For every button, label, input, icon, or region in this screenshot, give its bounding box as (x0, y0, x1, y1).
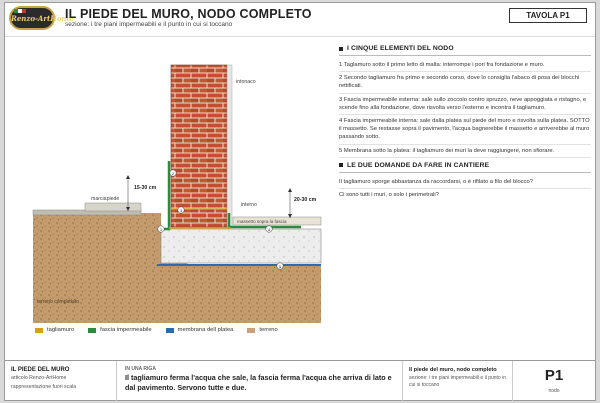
page-title: IL PIEDE DEL MURO, NODO COMPLETO (65, 7, 312, 21)
footer-col-article: IL PIEDE DEL MURO articolo Renzo-ArtHome rappresentazione fuori scala (5, 361, 117, 402)
marker-2 (170, 170, 176, 176)
footer-col-summary: IN UNA RIGA Il tagliamuro ferma l'acqua che sale, la fascia ferma l'acqua che arriva di lato e dal pavimento. Servono tutte e due. (117, 361, 403, 402)
label-dim-right: 20-30 cm (294, 197, 317, 203)
svg-text:2: 2 (171, 171, 175, 176)
section-title-questions: LE DUE DOMANDE DA FARE IN CANTIERE (339, 162, 591, 169)
svg-text:1: 1 (159, 227, 163, 232)
marker-3 (178, 207, 184, 213)
page-subtitle: sezione: i tre piani impermeabili e il punto in cui si toccano (65, 21, 233, 28)
list-item: 2 Secondo tagliamuro fra primo e secondo corso, dove lo consiglia l'abaco di posa dei blocchi rettificati. (339, 72, 591, 93)
footer-col-sheet: Il piede del muro, nodo completo sezione: i tre piani impermeabili e il punto in cui si toccano (403, 361, 513, 402)
svg-text:5: 5 (278, 264, 282, 269)
label-marciapiede: marciapiede (91, 196, 120, 202)
section-drawing (31, 53, 327, 333)
label-dim-left: 15-30 cm (134, 185, 157, 191)
legend-item: terreno (247, 327, 277, 333)
legend-item: tagliamuro (35, 327, 74, 333)
foundation-slab (161, 229, 321, 263)
label-intonaco: intonaco (236, 79, 256, 85)
question-item: Ci sono tutti i muri, o solo i perimetrali? (339, 192, 439, 199)
square-bullet-icon (339, 47, 343, 51)
header (5, 3, 595, 37)
notes-panel (339, 45, 591, 201)
drawing-sheet (4, 2, 596, 401)
list-item: 1 Taglamuro sotto il primo letto di malta: interrompe i pori fra fondazione e muro. (339, 59, 591, 72)
tavola-badge: TAVOLA P1 (509, 8, 587, 23)
footer-col-code: P1 nodo (544, 367, 564, 394)
title-block (5, 360, 595, 401)
legend (35, 327, 278, 333)
marker-1 (158, 226, 164, 232)
flag-icon (14, 9, 26, 13)
square-bullet-icon (339, 163, 343, 167)
legend-item: fascia impermeabile (88, 327, 152, 333)
svg-text:4: 4 (267, 227, 271, 232)
sidewalk-edge (85, 203, 141, 211)
list-item: 4 Fascia impermeabile interna: sale dalla platea sul piede del muro e risvolta sulla platea. SOTTO il massetto. Se restasse sopra il pavimento, l'acqua bagnerebbe il massetto e arriverebbe al muro passando sotto. (339, 115, 591, 145)
list-item: 3 Fascia impermeabile esterna: sale sullo zoccolo contro spruzzo, neve appoggiata e ristagno, e scende fino alla fondazione, dove risvolta verso l'esterno e incontra il tagliamuro. (339, 94, 591, 115)
list-item: 5 Membrana sotto la platea: il tagliamuro dei muri la deve raggiungere, non sfiorare. (339, 145, 591, 158)
label-interno: interno (241, 202, 257, 208)
label-massetto: massetto sopra la fascia (237, 219, 287, 224)
soil-under-slab (191, 265, 321, 323)
marker-5 (277, 263, 283, 269)
brick-wall (171, 65, 227, 227)
legend-item: membrana dell platea (166, 327, 234, 333)
brand-logo (9, 6, 74, 30)
logo-text: Renzo-ArtHome (11, 14, 74, 23)
marker-4 (266, 226, 272, 232)
svg-text:3: 3 (179, 208, 183, 213)
plaster-layer (227, 65, 232, 227)
question-item: Il tagliamuro sporge abbastanza da raccordarsi, o è rifilato a filo del blocco? (339, 176, 591, 189)
section-title-elements: I CINQUE ELEMENTI DEL NODO (339, 45, 591, 52)
label-terreno: terreno compattato (37, 299, 79, 305)
